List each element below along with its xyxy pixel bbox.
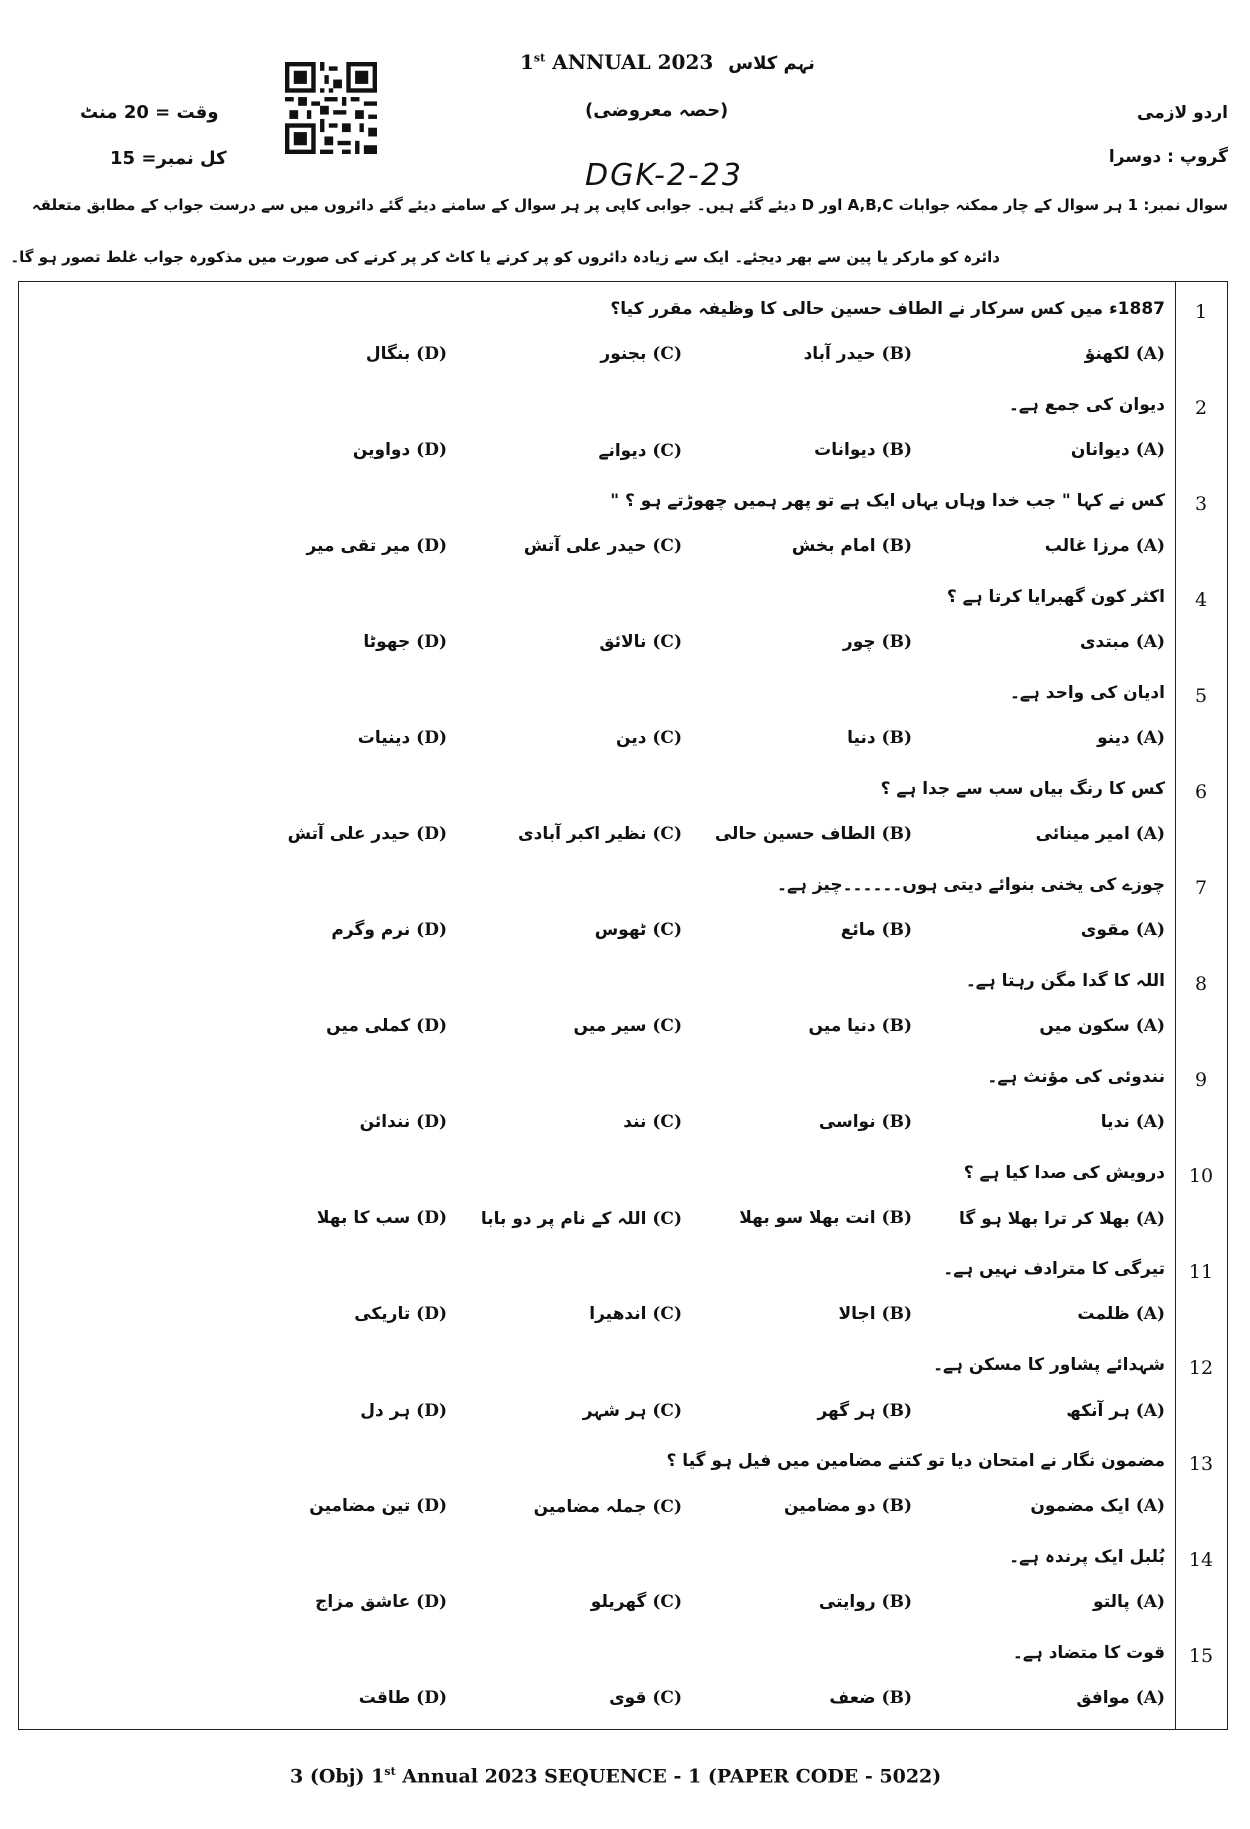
question-number: 2: [1194, 397, 1208, 419]
question-row: [19, 1534, 1227, 1630]
option-text: تین مضامین: [309, 1496, 411, 1516]
question-row: [19, 286, 1227, 382]
option-text: ندیا: [1100, 1112, 1130, 1132]
option-text: جملہ مضامین: [533, 1497, 647, 1517]
option-text: پالتو: [1093, 1592, 1130, 1612]
option-b: (B) مائع: [840, 920, 912, 940]
option-text: دیوانات: [814, 440, 876, 460]
question-number: 6: [1194, 781, 1208, 803]
question-row: [19, 1054, 1227, 1150]
handwritten-code: DGK-2-23: [585, 158, 743, 193]
option-c: (C) نظیر اکبر آبادی: [518, 824, 682, 844]
option-text: تاریکی: [354, 1304, 411, 1324]
option-text: بنگال: [365, 344, 411, 364]
option-a: (A) سکون میں: [1039, 1016, 1165, 1036]
question-number: 10: [1188, 1165, 1214, 1187]
option-b: (B) دنیا میں: [808, 1016, 912, 1036]
option-text: امام بخش: [791, 536, 876, 556]
option-c: (C) دیوانے: [598, 441, 682, 461]
question-number: 1: [1194, 301, 1208, 323]
question-text: تیرگی کا مترادف نہیں ہے۔: [943, 1259, 1165, 1279]
option-a: (A) موافق: [1076, 1688, 1165, 1708]
option-b: (B) انت بھلا سو بھلا: [739, 1208, 912, 1228]
group-label: گروپ : دوسرا: [1108, 147, 1228, 167]
option-text: دینیات: [357, 728, 411, 748]
option-c: (C) جملہ مضامین: [533, 1497, 682, 1517]
option-d: (D) سب کا بھلا: [316, 1208, 447, 1228]
question-number: 11: [1188, 1261, 1214, 1283]
question-text: اکثر کون گھبرایا کرتا ہے ؟: [946, 587, 1165, 607]
option-b: (B) چور: [842, 632, 912, 652]
option-text: گھریلو: [590, 1592, 647, 1612]
question-text: بُلبل ایک پرندہ ہے۔: [1009, 1547, 1165, 1567]
question-text: کس کا رنگ بیاں سب سے جدا ہے ؟: [880, 779, 1165, 799]
option-b: (B) دیوانات: [814, 440, 912, 460]
question-number: 12: [1188, 1357, 1214, 1379]
option-text: ہر دل: [360, 1401, 411, 1421]
question-text: مضمون نگار نے امتحان دیا تو کتنے مضامین میں فیل ہو گیا ؟: [666, 1451, 1165, 1471]
option-d: (D) ہر دل: [360, 1401, 447, 1421]
option-d: (D) دینیات: [357, 728, 447, 748]
option-text: اجالا: [838, 1304, 876, 1324]
option-text: اللہ کے نام پر دو بابا: [480, 1209, 647, 1229]
option-c: (C) ہر شہر: [582, 1401, 682, 1421]
option-a: (A) مقوی: [1080, 920, 1165, 940]
qr-code-icon: [285, 62, 377, 154]
option-d: (D) میر تقی میر: [306, 536, 447, 556]
question-number: 3: [1194, 493, 1208, 515]
option-b: (B) روایتی: [818, 1592, 912, 1612]
option-text: سکون میں: [1039, 1016, 1130, 1036]
option-c: (C) اللہ کے نام پر دو بابا: [480, 1209, 682, 1229]
option-a: (A) مرزا غالب: [1044, 536, 1165, 556]
option-text: دیوانے: [598, 441, 647, 461]
question-row: [19, 1438, 1227, 1534]
option-text: نواسی: [818, 1112, 876, 1132]
option-text: مائع: [840, 920, 876, 940]
question-number: 8: [1194, 973, 1208, 995]
question-text: نندوئی کی مؤنث ہے۔: [987, 1067, 1165, 1087]
option-d: (D) جھوٹا: [363, 632, 447, 652]
question-row: [19, 574, 1227, 670]
question-row: [19, 478, 1227, 574]
option-text: ہر آنکھ: [1066, 1401, 1130, 1421]
option-d: (D) بنگال: [365, 344, 447, 364]
option-c: (C) قوی: [609, 1688, 682, 1708]
option-a: (A) پالتو: [1093, 1592, 1165, 1612]
option-a: (A) لکھنؤ: [1084, 344, 1165, 364]
option-text: روایتی: [818, 1592, 876, 1612]
question-number: 14: [1188, 1549, 1214, 1571]
option-c: (C) اندھیرا: [589, 1304, 682, 1324]
option-d: (D) دواوین: [352, 440, 447, 460]
option-c: (C) نالائق: [599, 632, 682, 652]
option-text: موافق: [1076, 1688, 1130, 1708]
option-a: (A) امیر مینائی: [1035, 824, 1165, 844]
option-text: نند: [623, 1112, 647, 1132]
option-text: ہر گھر: [817, 1401, 876, 1421]
question-row: [19, 1246, 1227, 1342]
option-text: عاشق مزاج: [315, 1592, 411, 1612]
option-text: ٹھوس: [594, 920, 647, 940]
option-c: (C) گھریلو: [590, 1592, 682, 1612]
exam-title: 1st ANNUAL 2023 نہم کلاس: [520, 50, 815, 74]
option-text: مبتدی: [1079, 632, 1130, 652]
option-text: نظیر اکبر آبادی: [518, 824, 647, 844]
option-text: سب کا بھلا: [316, 1208, 411, 1228]
option-a: (A) ظلمت: [1077, 1304, 1165, 1324]
question-number: 4: [1194, 589, 1208, 611]
option-text: حیدر آباد: [803, 344, 876, 364]
option-a: (A) دیوانان: [1070, 440, 1165, 460]
question-text: 1887ء میں کس سرکار نے الطاف حسین حالی کا وظیفہ مقرر کیا؟: [610, 299, 1165, 319]
option-c: (C) ٹھوس: [594, 920, 682, 940]
question-text: قوت کا متضاد ہے۔: [1012, 1643, 1165, 1663]
option-text: مقوی: [1080, 920, 1130, 940]
option-text: اندھیرا: [589, 1304, 647, 1324]
option-text: دو مضامین: [783, 1496, 876, 1516]
option-text: دنیا میں: [808, 1016, 876, 1036]
option-text: دینو: [1097, 728, 1130, 748]
paper-footer: 3 (Obj) 1st Annual 2023 SEQUENCE - 1 (PAPER CODE - 5022): [290, 1765, 942, 1788]
total-marks: کل نمبر= 15: [110, 148, 227, 169]
question-row: [19, 862, 1227, 958]
question-row: [19, 766, 1227, 862]
option-c: (C) سیر میں: [573, 1016, 682, 1036]
option-a: (A) ندیا: [1100, 1112, 1165, 1132]
option-text: حیدر علی آتش: [523, 536, 647, 556]
option-b: (B) اجالا: [838, 1304, 912, 1324]
option-text: ظلمت: [1077, 1304, 1130, 1324]
option-text: طاقت: [358, 1688, 411, 1708]
option-b: (B) ضعف: [829, 1688, 912, 1708]
question-number: 5: [1194, 685, 1208, 707]
option-text: بھلا کر ترا بھلا ہو گا: [959, 1209, 1130, 1229]
option-text: ایک مضمون: [1030, 1496, 1130, 1516]
option-d: (D) تاریکی: [354, 1304, 447, 1324]
option-text: ہر شہر: [582, 1401, 647, 1421]
option-text: ضعف: [829, 1688, 876, 1708]
option-a: (A) بھلا کر ترا بھلا ہو گا: [959, 1209, 1165, 1229]
option-b: (B) ہر گھر: [817, 1401, 912, 1421]
option-text: چور: [842, 632, 876, 652]
option-b: (B) حیدر آباد: [803, 344, 912, 364]
option-c: (C) دین: [616, 728, 682, 748]
option-d: (D) تین مضامین: [309, 1496, 447, 1516]
option-text: انت بھلا سو بھلا: [739, 1208, 876, 1228]
option-c: (C) بجنور: [600, 344, 682, 364]
option-d: (D) حیدر علی آتش: [287, 824, 447, 844]
option-d: (D) عاشق مزاج: [315, 1592, 447, 1612]
option-text: لکھنؤ: [1084, 344, 1130, 364]
option-text: دیوانان: [1070, 440, 1130, 460]
option-a: (A) دینو: [1097, 728, 1165, 748]
option-text: بجنور: [600, 344, 647, 364]
question-number: 15: [1188, 1645, 1214, 1667]
question-text: درویش کی صدا کیا ہے ؟: [963, 1163, 1165, 1183]
option-c: (C) حیدر علی آتش: [523, 536, 682, 556]
option-text: دنیا: [847, 728, 876, 748]
option-a: (A) ہر آنکھ: [1066, 1401, 1165, 1421]
question-text: ادیان کی واحد ہے۔: [1009, 683, 1165, 703]
option-text: دواوین: [352, 440, 411, 460]
question-text: دیوان کی جمع ہے۔: [1008, 395, 1165, 415]
option-text: مرزا غالب: [1044, 536, 1130, 556]
option-text: نالائق: [599, 632, 647, 652]
question-row: [19, 1342, 1227, 1438]
question-number: 7: [1194, 877, 1208, 899]
instruction-line-1: سوال نمبر: 1 ہر سوال کے چار ممکنہ جوابات A,B,C اور D دیئے گئے ہیں۔ جوابی کاپی پر ہر سوال کے سامنے دیئے گئے دائروں میں سے درست جواب کے مطابق متعلقہ: [31, 196, 1228, 214]
option-b: (B) الطاف حسین حالی: [714, 824, 912, 844]
option-text: کملی میں: [326, 1016, 411, 1036]
option-text: دین: [616, 728, 647, 748]
option-text: حیدر علی آتش: [287, 824, 411, 844]
option-text: جھوٹا: [363, 632, 411, 652]
questions-table: [18, 281, 1228, 1730]
option-b: (B) امام بخش: [791, 536, 912, 556]
subject-label: اردو لازمی: [1137, 103, 1228, 123]
class-label: نہم کلاس: [728, 53, 815, 74]
question-number: 13: [1188, 1453, 1214, 1475]
instruction-line-2: دائرہ کو مارکر یا پین سے بھر دیجئے۔ ایک سے زیادہ دائروں کو پر کرنے یا کاٹ کر پر کرنے کی صورت میں مذکورہ جواب غلط تصور ہو گا۔: [10, 248, 1000, 266]
option-d: (D) نندائن: [359, 1112, 447, 1132]
option-text: قوی: [609, 1688, 647, 1708]
question-text: شہدائے پشاور کا مسکن ہے۔: [933, 1355, 1165, 1375]
option-c: (C) نند: [623, 1112, 682, 1132]
time-allowed: وقت = 20 منٹ: [80, 102, 219, 123]
option-text: امیر مینائی: [1035, 824, 1130, 844]
question-number: 9: [1194, 1069, 1208, 1091]
question-row: [19, 1150, 1227, 1246]
option-text: الطاف حسین حالی: [714, 824, 876, 844]
question-row: [19, 1630, 1227, 1726]
option-a: (A) ایک مضمون: [1030, 1496, 1165, 1516]
paper-part: (حصہ معروضی): [585, 100, 729, 121]
option-b: (B) نواسی: [818, 1112, 912, 1132]
option-d: (D) طاقت: [358, 1688, 447, 1708]
option-b: (B) دو مضامین: [783, 1496, 912, 1516]
question-text: چوزے کی یخنی بنوائے دیتی ہوں۔۔۔۔۔۔چیز ہے۔: [777, 875, 1165, 895]
question-text: کس نے کہا " جب خدا وہاں یہاں ایک ہے تو پھر ہمیں چھوڑتے ہو ؟ ": [610, 491, 1165, 511]
question-row: [19, 670, 1227, 766]
option-text: نرم وگرم: [331, 920, 411, 940]
question-row: [19, 958, 1227, 1054]
option-text: میر تقی میر: [306, 536, 411, 556]
option-text: سیر میں: [573, 1016, 647, 1036]
option-d: (D) نرم وگرم: [331, 920, 447, 940]
option-b: (B) دنیا: [847, 728, 912, 748]
option-text: نندائن: [359, 1112, 411, 1132]
question-row: [19, 382, 1227, 478]
question-text: اللہ کا گدا مگن رہتا ہے۔: [965, 971, 1165, 991]
option-d: (D) کملی میں: [326, 1016, 447, 1036]
option-a: (A) مبتدی: [1079, 632, 1165, 652]
